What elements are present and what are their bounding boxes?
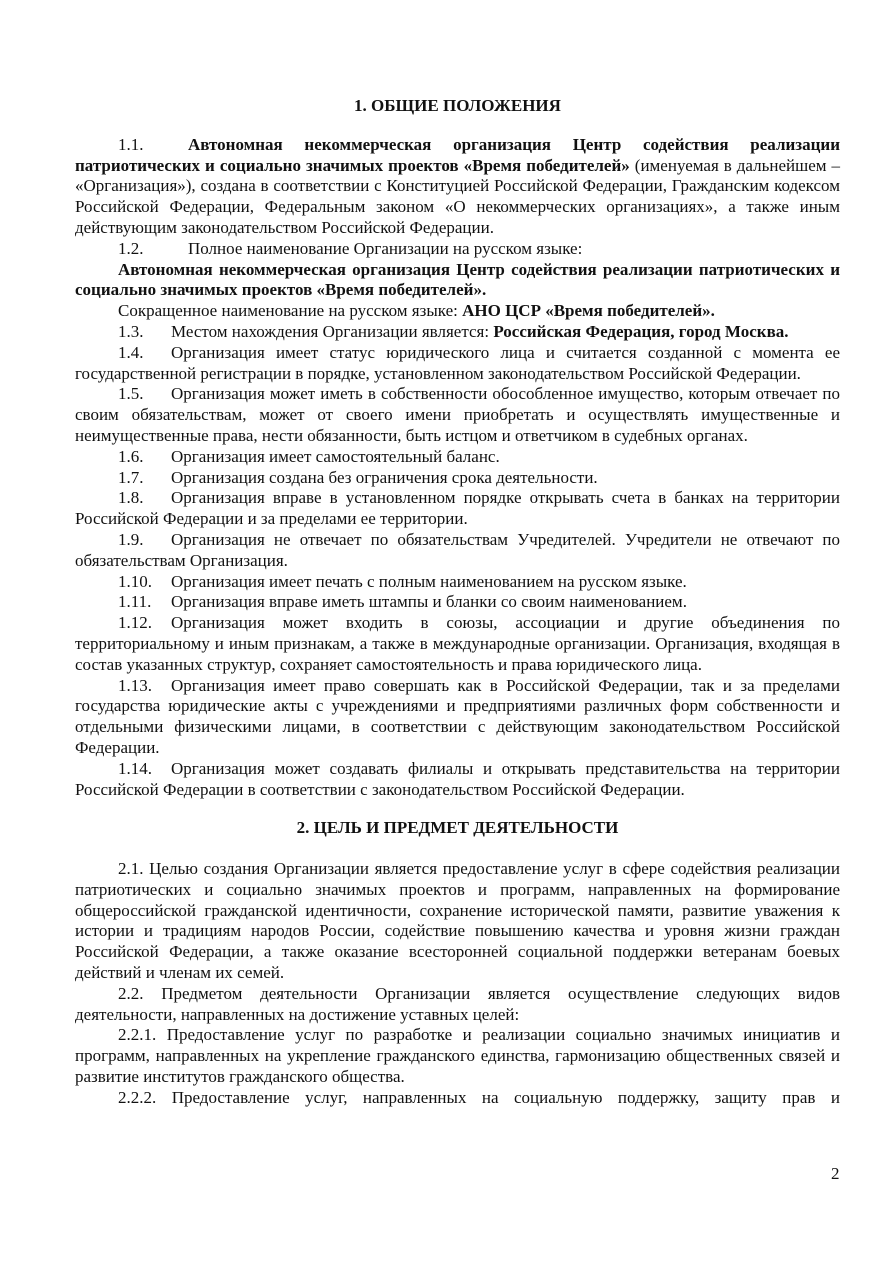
- clause-number: 1.8.: [118, 488, 144, 508]
- clause-number: 1.14.: [118, 758, 152, 778]
- clause-text: Организация может иметь в собственности обособленное имущество, которым отвечает по своим обязательствам, может от своего имени приобретать и осуществлять имущественные и неимущественные права, нести обязанности, быть истцом и ответчиком в судебных органах.: [75, 384, 840, 445]
- clause-number: 1.5.: [118, 384, 144, 404]
- clause-2-1: 2.1. Целью создания Организации является предоставление услуг в сфере содействия реализации патриотических и социально значимых проектов и программ, направленных на формирование общероссийской гражданской идентичности, сохранение исторической памяти, развитие уважения к истории и традициям народов России, содействие повышению качества и уровня жизни граждан Российской Федерации, а также оказание всесторонней социальной поддержки ветеранам боевых действий и членам их семей.: [75, 859, 840, 983]
- clause-number: 1.12.: [118, 613, 152, 633]
- location: Российская Федерация, город Москва.: [493, 321, 789, 341]
- clause-1-14: [75, 759, 840, 801]
- section-2-title: 2. ЦЕЛЬ И ПРЕДМЕТ ДЕЯТЕЛЬНОСТИ: [296, 818, 619, 838]
- clause-2-2: 2.2. Предметом деятельности Организации является осуществление следующих видов деятельности, направленных на достижение уставных целей:: [75, 983, 840, 1024]
- page-number: 2: [831, 1164, 840, 1183]
- clause-1-2: [75, 239, 840, 260]
- clause-number: 1.10.: [118, 571, 152, 591]
- clause-text: Местом нахождения Организации является:: [171, 321, 494, 341]
- clause-text: Организация вправе в установленном порядке открывать счета в банках на территории Российской Федерации и за пределами ее территории.: [75, 488, 840, 529]
- clause-number: 1.9.: [118, 529, 144, 549]
- clause-text: Организация может входить в союзы, ассоциации и другие объединения по территориальному и иным признакам, а также в международные организации. Организация, входящая в состав указанных структур, сохраняет самостоятельность и права юридического лица.: [75, 613, 840, 674]
- clause-text: Полное наименование Организации на русском языке:: [188, 238, 583, 258]
- clause-number: 1.11.: [118, 592, 152, 612]
- clause-1-12: [75, 613, 840, 675]
- clause-1-7: [75, 468, 840, 489]
- org-short-name: АНО ЦСР «Время победителей».: [462, 301, 715, 321]
- clause-number: 1.2.: [118, 238, 144, 258]
- clause-text: Организация вправе иметь штампы и бланки со своим наименованием.: [171, 592, 687, 612]
- clause-text: Организация создана без ограничения срока деятельности.: [171, 467, 598, 487]
- clause-text: (именуемая в дальнейшем – «Организация»), создана в соответствии с Конституцией Российской Федерации, Гражданским кодексом Российской Федерации, Федеральным законом «О некоммерческих организациях», а также иным действующим законодательством Российской Федерации.: [75, 155, 840, 237]
- clause-1-8: [75, 488, 840, 530]
- clause-1-5: [75, 384, 840, 446]
- section-1-title: 1. ОБЩИЕ ПОЛОЖЕНИЯ: [354, 96, 561, 115]
- clause-number: 1.3.: [118, 321, 144, 341]
- clause-1-10: [75, 572, 840, 593]
- clause-1-1: [75, 135, 840, 239]
- clause-2-2-1: 2.2.1. Предоставление услуг по разработке и реализации социально значимых инициатив и программ, направленных на укрепление гражданского единства, гармонизацию общественных связей и развитие институтов гражданского общества.: [75, 1025, 840, 1087]
- clause-text: Организация имеет печать с полным наименованием на русском языке.: [171, 571, 687, 591]
- clause-text: Организация не отвечает по обязательствам Учредителей. Учредители не отвечают по обязательствам Организация.: [75, 529, 840, 570]
- org-full-name-bold: Автономная некоммерческая организация Центр содействия реализации патриотических и социально значимых проектов «Время победителей».: [75, 259, 840, 300]
- clause-2-2-2: 2.2.2. Предоставление услуг, направленных на социальную поддержку, защиту прав и: [118, 1087, 840, 1107]
- clause-number: 1.1.: [118, 134, 144, 154]
- full-name-line: [75, 260, 840, 302]
- clause-text: Организация имеет самостоятельный баланс.: [171, 446, 500, 466]
- clause-1-9: [75, 530, 840, 572]
- clause-1-4: [75, 343, 840, 385]
- clause-1-11: [75, 592, 840, 613]
- clause-number: 1.6.: [118, 446, 144, 466]
- clause-1-13: [75, 676, 840, 759]
- document-page: [75, 96, 840, 1109]
- short-name-label: Сокращенное наименование на русском языке:: [118, 301, 463, 321]
- clause-number: 1.4.: [118, 342, 144, 362]
- clause-text: Организация имеет право совершать как в Российской Федерации, так и за пределами государства юридические акты с учреждениями и предприятиями различных форм собственности и отдельными физическими лицами, в соответствии с действующим законодательством Российской Федерации.: [75, 675, 840, 757]
- clause-number: 1.7.: [118, 467, 144, 487]
- clause-text: Организация может создавать филиалы и открывать представительства на территории Российской Федерации в соответствии с законодательством Российской Федерации.: [75, 758, 840, 799]
- clause-text: Организация имеет статус юридического лица и считается созданной с момента ее государственной регистрации в порядке, установленном законодательством Российской Федерации.: [75, 342, 840, 383]
- org-full-name: Автономная некоммерческая организация Центр содействия реализации патриотических и социально значимых проектов «Время победителей»: [75, 134, 840, 175]
- clause-1-6: [75, 447, 840, 468]
- clause-1-3: [75, 322, 840, 343]
- clause-number: 1.13.: [118, 675, 152, 695]
- short-name-line: [75, 301, 840, 322]
